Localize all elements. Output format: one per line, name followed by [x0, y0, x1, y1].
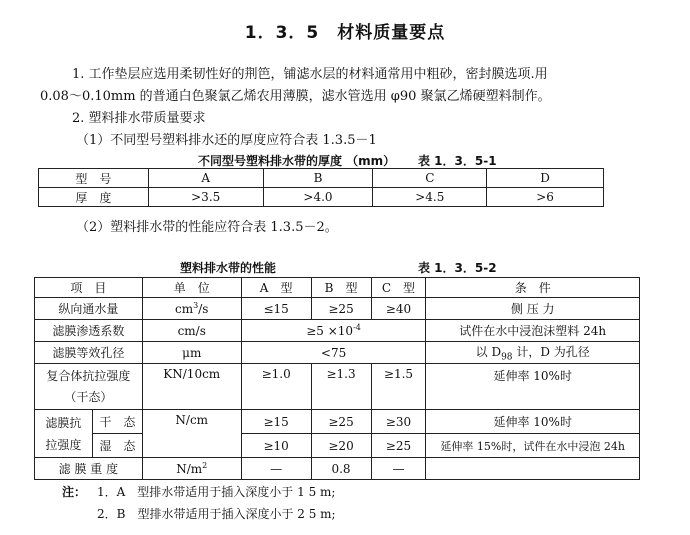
table-1-caption: 不同型号塑料排水带的厚度 （mm） [198, 154, 396, 168]
table-cell [35, 410, 93, 458]
item-line-1: 滤膜抗 [45, 415, 82, 430]
unit-base: cm [175, 302, 194, 316]
table-cell: A [148, 169, 263, 188]
unit-base: N/m [176, 462, 203, 476]
table-cell: ≥30 [371, 410, 426, 434]
table-row [35, 410, 640, 434]
table-cell: ≥40 [371, 298, 426, 320]
table-cell: ≥15 [241, 410, 311, 434]
table-cell: — [241, 458, 311, 480]
unit-superscript: 2 [202, 461, 208, 470]
condition-subscript: 98 [501, 352, 513, 363]
table-1-row [39, 188, 604, 207]
paragraph-1-line-2: 0.08～0.10mm 的普通白色聚氯乙烯农用薄膜，滤水管选用 φ90 聚氯乙烯硬塑料制作。 [40, 89, 551, 104]
note-2: 2．B 型排水带适用于插入深度小于 2 5 m; [97, 507, 336, 521]
note-1: 1．A 型排水带适用于插入深度小于 1 5 m; [97, 485, 336, 499]
table-cell: 0.8 [311, 458, 371, 480]
condition-text: 以 D [475, 344, 502, 359]
table-cell: >4.0 [263, 188, 373, 207]
table-2-number: 表 1．3．5-2 [418, 261, 497, 275]
table-cell [426, 342, 640, 364]
table-cell: 侧 压 力 [426, 298, 640, 320]
table-cell: C [373, 169, 487, 188]
table-cell: cm/s [142, 320, 241, 342]
paragraph-3: （1）不同型号塑料排水还的厚度应符合表 1.3.5－1 [76, 133, 377, 148]
table-1-number: 表 1．3．5-1 [418, 154, 497, 168]
table-cell: N/cm [142, 410, 241, 458]
table-cell: 湿 态 [92, 434, 142, 458]
unit-tail: /s [198, 302, 209, 316]
table-cell: 滤膜渗透系数 [35, 320, 143, 342]
table-cell [142, 458, 241, 480]
table-cell: 延伸率 15%时，试件在水中浸泡 24h [426, 434, 640, 458]
table-row [35, 364, 640, 410]
unit-superscript: 3 [193, 301, 199, 310]
table-cell: — [371, 458, 426, 480]
paragraph-1-line-1: 1. 工作垫层应选用柔韧性好的荆笆，铺滤水层的材料通常用中粗砂，密封膜选项.用 [72, 67, 548, 82]
table-cell: B [263, 169, 373, 188]
table-cell: 型 号 [39, 169, 149, 188]
table-cell: KN/10cm [142, 364, 241, 410]
table-row [35, 342, 640, 364]
table-cell: 单 位 [142, 278, 241, 298]
item-line-2: （干态） [64, 389, 113, 404]
table-cell: >6 [487, 188, 604, 207]
table-1 [38, 168, 604, 207]
table-cell: 滤 膜 重 度 [35, 458, 143, 480]
table-cell: 条 件 [426, 278, 640, 298]
table-cell: 纵向通水量 [35, 298, 143, 320]
notes-label: 注： [62, 485, 87, 499]
table-2-header-row [35, 278, 640, 298]
table-cell: 延伸率 10%时 [426, 364, 640, 410]
table-cell: ≥25 [311, 298, 371, 320]
table-cell: 干 态 [92, 410, 142, 434]
condition-text-tail: 计，D 为孔径 [512, 344, 590, 359]
table-cell: <75 [241, 342, 426, 364]
table-cell: μm [142, 342, 241, 364]
table-cell: >4.5 [373, 188, 487, 207]
table-cell [426, 458, 640, 480]
table-cell: ≥10 [241, 434, 311, 458]
table-cell: 延伸率 10%时 [426, 410, 640, 434]
table-cell: D [487, 169, 604, 188]
table-cell: 项 目 [35, 278, 143, 298]
value-exponent: -4 [353, 323, 361, 332]
table-row [35, 434, 640, 458]
table-cell: ≥1.5 [371, 364, 426, 410]
table-cell: ≤15 [241, 298, 311, 320]
page-title: 1．3．5 材料质量要点 [244, 23, 446, 43]
table-cell: 试件在水中浸泡沫塑料 24h [426, 320, 640, 342]
table-cell [241, 320, 426, 342]
table-row [35, 320, 640, 342]
table-cell: 滤膜等效孔径 [35, 342, 143, 364]
table-cell: ≥25 [311, 410, 371, 434]
table-cell: >3.5 [148, 188, 263, 207]
value-base: ≥5 ×10 [306, 324, 354, 338]
paragraph-2: 2. 塑料排水带质量要求 [72, 111, 206, 126]
item-line-1: 复合体抗拉强度 [46, 368, 131, 383]
table-cell: ≥1.3 [311, 364, 371, 410]
table-cell: C 型 [371, 278, 426, 298]
table-cell [35, 364, 143, 410]
table-2 [34, 277, 640, 480]
item-line-2: 拉强度 [45, 437, 82, 452]
table-row [35, 458, 640, 480]
table-cell: B 型 [311, 278, 371, 298]
paragraph-4: （2）塑料排水带的性能应符合表 1.3.5－2。 [76, 220, 338, 235]
table-cell: 厚 度 [39, 188, 149, 207]
table-cell: ≥25 [371, 434, 426, 458]
table-cell: A 型 [241, 278, 311, 298]
table-cell: ≥20 [311, 434, 371, 458]
table-cell [142, 298, 241, 320]
table-2-caption: 塑料排水带的性能 [180, 261, 277, 275]
table-cell: ≥1.0 [241, 364, 311, 410]
table-row [35, 298, 640, 320]
table-1-header-row [39, 169, 604, 188]
